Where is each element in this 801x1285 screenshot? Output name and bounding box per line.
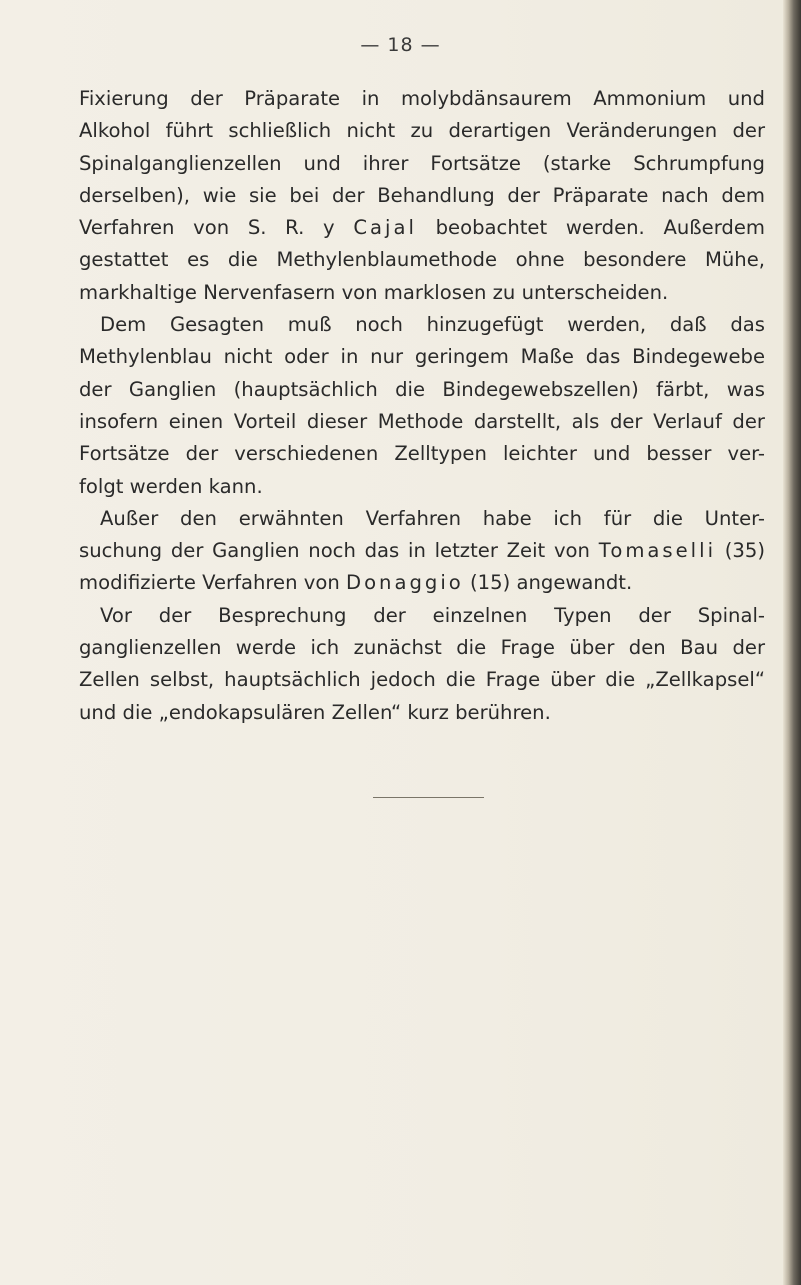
page-binding-edge bbox=[783, 0, 801, 1285]
text-line: markhaltige Nervenfasern von marklosen zu unterscheiden. bbox=[79, 280, 669, 304]
text-line bbox=[79, 535, 765, 567]
text-line: ganglienzellen werde ich zunächst die Frage über den Bau der bbox=[79, 636, 765, 660]
page-number-header: — 18 — bbox=[360, 34, 441, 56]
text-line: Außer den erwähnten Verfahren habe ich für die Unter- bbox=[100, 506, 765, 530]
text-line: Methylenblau nicht oder in nur geringem Maße das Bindegewebe bbox=[79, 345, 765, 369]
text-segment: modifizierte Verfahren von bbox=[79, 571, 346, 595]
section-divider-rule bbox=[373, 797, 484, 798]
text-segment: (35) bbox=[716, 539, 765, 563]
text-line: Spinalganglienzellen und ihrer Fortsätze (starke Schrumpfung bbox=[79, 151, 765, 175]
author-name-tomaselli: Tomaselli bbox=[598, 539, 717, 563]
text-line bbox=[79, 212, 765, 244]
text-line bbox=[79, 567, 765, 599]
text-line: und die „endokapsulären Zellen“ kurz berühren. bbox=[79, 700, 551, 724]
text-line: Fortsätze der verschiedenen Zelltypen leichter und besser ver- bbox=[79, 442, 765, 466]
text-line: derselben), wie sie bei der Behandlung der Präparate nach dem bbox=[79, 183, 765, 207]
text-line: Dem Gesagten muß noch hinzugefügt werden, daß das bbox=[100, 313, 765, 337]
text-segment: (15) angewandt. bbox=[463, 571, 633, 595]
text-segment: Verfahren von S. R. y bbox=[79, 216, 354, 240]
body-text bbox=[79, 83, 765, 729]
text-line: der Ganglien (hauptsächlich die Bindegewebszellen) färbt, was bbox=[79, 377, 765, 401]
text-line: Alkohol führt schließlich nicht zu derartigen Veränderungen der bbox=[79, 119, 765, 143]
author-name-donaggio: Donaggio bbox=[345, 571, 464, 595]
text-line: insofern einen Vorteil dieser Methode darstellt, als der Verlauf der bbox=[79, 409, 765, 433]
text-segment: beobachtet werden. Außerdem bbox=[416, 216, 765, 240]
text-line: Fixierung der Präparate in molybdänsaurem Ammonium und bbox=[79, 87, 765, 110]
text-line: gestattet es die Methylenblaumethode ohne besondere Mühe, bbox=[79, 248, 765, 272]
author-name-cajal: Cajal bbox=[353, 216, 417, 240]
text-line: Vor der Besprechung der einzelnen Typen der Spinal- bbox=[100, 603, 765, 627]
text-line: Zellen selbst, hauptsächlich jedoch die Frage über die „Zellkapsel“ bbox=[79, 668, 765, 692]
text-segment: suchung der Ganglien noch das in letzter Zeit von bbox=[79, 539, 599, 563]
text-line: folgt werden kann. bbox=[79, 474, 263, 498]
